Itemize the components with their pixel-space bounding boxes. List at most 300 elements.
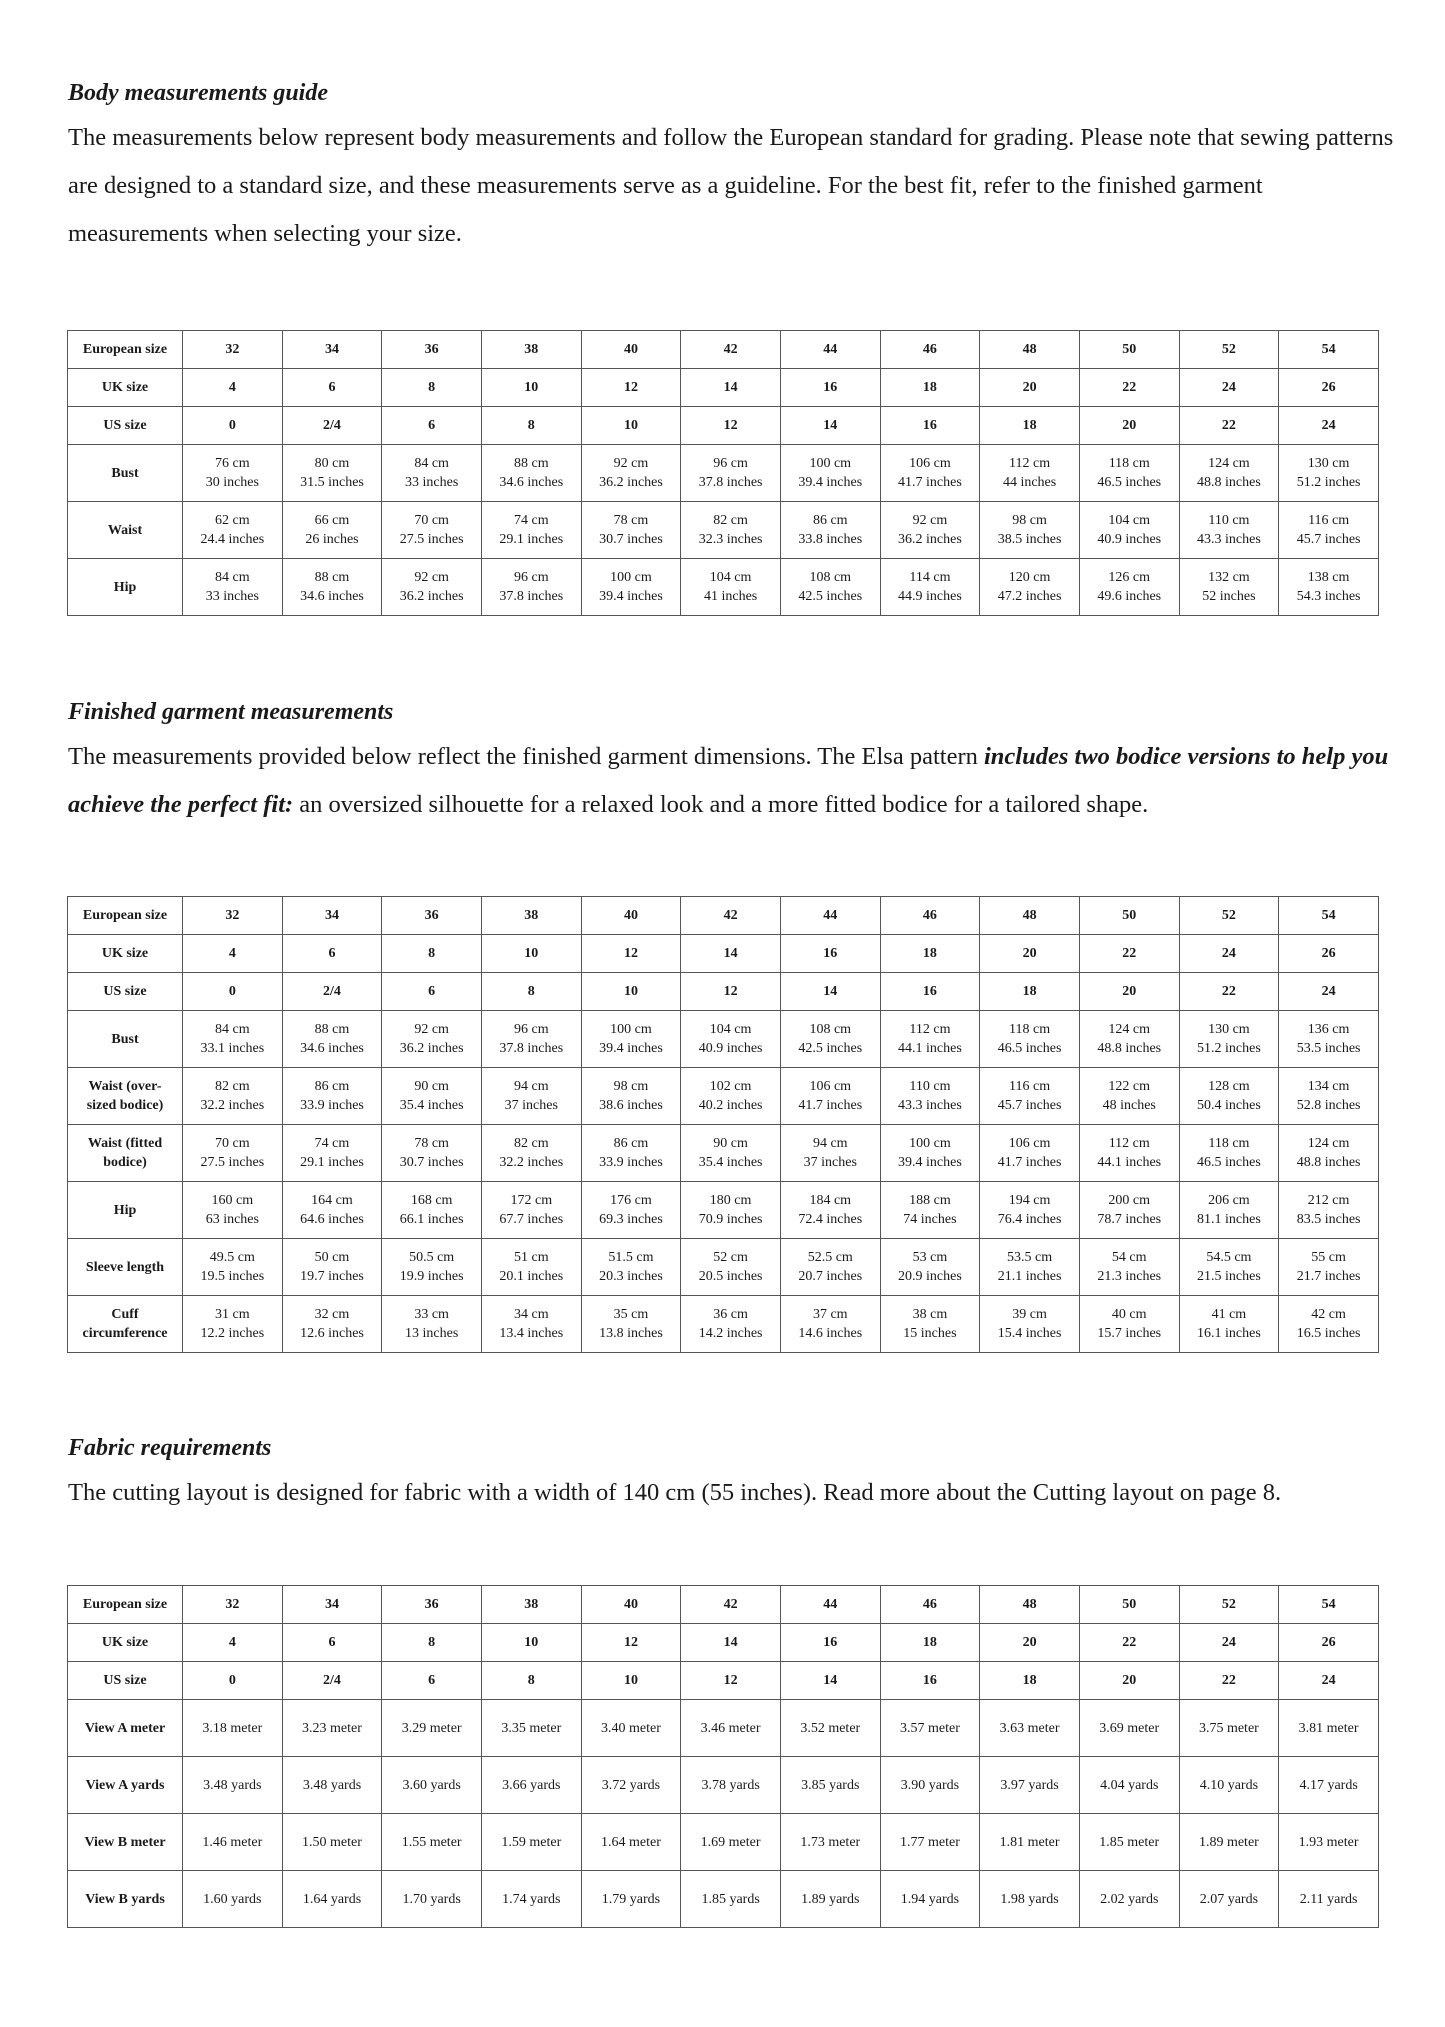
row-header-line: sized bodice) [86,1098,164,1113]
value-inches: 44.1 inches [898,1041,962,1056]
measurement-cell [481,1182,581,1239]
size-cell: 2/4 [282,1662,382,1700]
value-cm: 102 cm [709,1079,752,1094]
measurement-cell: 1.55 meter [382,1814,482,1871]
value-cm: 118 cm [1108,456,1150,471]
paragraph-text: an oversized silhouette for a relaxed look and a more fitted bodice for a tailored shape. [293,791,1149,818]
value-inches: 53.5 inches [1296,1041,1361,1056]
value-inches: 21.5 inches [1197,1269,1261,1284]
measurement-cell: 1.73 meter [780,1814,880,1871]
value-inches: 48.8 inches [1296,1155,1361,1170]
value-cm: 130 cm [1208,1022,1250,1037]
row-header: European size [68,1586,183,1624]
size-cell: 20 [980,935,1080,973]
value-inches: 27.5 inches [399,532,464,547]
size-cell: 18 [980,973,1080,1011]
value-inches: 39.4 inches [898,1155,962,1170]
measurement-cell: 1.59 meter [481,1814,581,1871]
measurement-cell: 1.94 yards [880,1871,980,1928]
measurement-cell [183,1182,283,1239]
size-cell: 4 [183,1624,283,1662]
value-cm: 168 cm [410,1193,453,1208]
size-cell: 12 [681,1662,781,1700]
value-cm: 51 cm [513,1250,549,1265]
value-cm: 176 cm [610,1193,652,1208]
value-inches: 14.6 inches [798,1326,863,1341]
value-inches: 36.2 inches [898,532,962,547]
value-cm: 92 cm [414,570,449,585]
measurement-cell [1179,1011,1279,1068]
section-heading: Body measurements guide [68,80,329,106]
measurement-cell [681,445,781,502]
row-header: UK size [68,369,183,407]
value-cm: 188 cm [909,1193,951,1208]
size-cell: 52 [1179,897,1279,935]
measurement-cell: 3.46 meter [681,1700,781,1757]
size-cell: 8 [481,407,581,445]
value-inches: 81.1 inches [1197,1212,1261,1227]
value-inches: 45.7 inches [1296,532,1361,547]
size-cell: 14 [681,369,781,407]
size-header-row [68,935,1379,973]
size-cell: 48 [980,1586,1080,1624]
row-header-line: circumference [82,1326,168,1341]
measurement-cell [382,1182,482,1239]
measurement-cell [980,1068,1080,1125]
size-cell: 32 [183,897,283,935]
value-inches: 40.9 inches [698,1041,763,1056]
value-cm: 110 cm [909,1079,951,1094]
row-header: Bust [68,445,183,502]
value-cm: 39 cm [1012,1307,1047,1322]
value-cm: 108 cm [809,570,852,585]
body-measurements-table [67,330,1379,616]
size-cell: 40 [581,1586,681,1624]
measurement-cell: 1.89 meter [1179,1814,1279,1871]
size-cell: 18 [980,407,1080,445]
value-inches: 38.6 inches [599,1098,663,1113]
measurement-row [68,1068,1379,1125]
measurement-cell: 1.85 meter [1079,1814,1179,1871]
value-inches: 44.9 inches [898,589,962,604]
measurement-cell: 1.98 yards [980,1871,1080,1928]
measurement-cell [780,559,880,616]
size-cell: 2/4 [282,973,382,1011]
value-inches: 19.5 inches [200,1269,265,1284]
value-inches: 46.5 inches [1097,475,1162,490]
value-cm: 194 cm [1008,1193,1051,1208]
value-inches: 29.1 inches [300,1155,364,1170]
size-cell: 24 [1279,1662,1379,1700]
measurement-cell: 3.23 meter [282,1700,382,1757]
row-header [68,1182,183,1239]
row-header-line: Bust [111,1031,139,1047]
value-cm: 76 cm [215,456,250,471]
value-inches: 44 inches [1002,475,1057,490]
value-inches: 46.5 inches [1197,1155,1261,1170]
value-cm: 118 cm [1009,1022,1051,1037]
measurement-cell [382,1068,482,1125]
value-cm: 84 cm [414,456,449,471]
value-inches: 43.3 inches [898,1098,962,1113]
value-inches: 52 inches [1202,589,1256,604]
measurement-cell [980,559,1080,616]
measurement-cell [282,1239,382,1296]
size-cell: 22 [1079,369,1179,407]
value-inches: 45.7 inches [997,1098,1062,1113]
value-inches: 42.5 inches [798,589,863,604]
value-inches: 20.3 inches [599,1269,663,1284]
measurement-cell: 3.52 meter [780,1700,880,1757]
size-cell: 34 [282,897,382,935]
size-cell: 46 [880,1586,980,1624]
size-cell: 54 [1279,897,1379,935]
value-inches: 15 inches [903,1326,957,1341]
size-cell: 12 [581,935,681,973]
measurement-cell [282,1068,382,1125]
row-header: US size [68,973,183,1011]
measurement-cell [780,1125,880,1182]
value-inches: 14.2 inches [698,1326,763,1341]
measurement-cell [1079,559,1179,616]
size-cell: 42 [681,1586,781,1624]
value-cm: 53.5 cm [1007,1250,1053,1265]
size-cell: 22 [1079,1624,1179,1662]
size-cell: 22 [1179,973,1279,1011]
value-cm: 82 cm [713,513,748,528]
value-cm: 96 cm [713,456,748,471]
measurement-cell: 1.64 yards [282,1871,382,1928]
measurement-cell: 3.97 yards [980,1757,1080,1814]
measurement-cell [1079,1239,1179,1296]
value-inches: 41.7 inches [997,1155,1062,1170]
value-cm: 74 cm [314,1136,350,1151]
row-header-line: Hip [113,1202,137,1218]
value-cm: 124 cm [1108,1022,1151,1037]
value-cm: 94 cm [812,1136,848,1151]
value-cm: 88 cm [314,570,350,585]
value-inches: 44.1 inches [1097,1155,1162,1170]
value-inches: 36.2 inches [399,1041,464,1056]
value-inches: 43.3 inches [1197,532,1261,547]
size-cell: 38 [481,897,581,935]
value-inches: 15.4 inches [997,1326,1062,1341]
size-cell: 46 [880,331,980,369]
value-inches: 66.1 inches [399,1212,464,1227]
measurement-cell [980,1125,1080,1182]
measurement-cell [1079,445,1179,502]
section-paragraph: The measurements below represent body measurements and follow the European standard for grading. Please note that sewing patterns are designed to a standard size, and these measurements serve as a guideline. For the best fit, refer to the finished garment measurements when selecting your size. [68,124,1394,247]
value-inches: 16.5 inches [1296,1326,1361,1341]
value-cm: 100 cm [909,1136,951,1151]
size-cell: 24 [1279,973,1379,1011]
value-inches: 35.4 inches [399,1098,464,1113]
size-cell: 14 [780,973,880,1011]
value-inches: 13.4 inches [499,1326,564,1341]
size-cell: 14 [681,1624,781,1662]
value-cm: 84 cm [215,1022,250,1037]
size-cell: 8 [481,1662,581,1700]
value-cm: 90 cm [713,1136,748,1151]
row-header: View A yards [68,1757,183,1814]
measurement-cell [880,502,980,559]
value-cm: 104 cm [709,1022,752,1037]
size-cell: 8 [382,1624,482,1662]
size-cell: 26 [1279,1624,1379,1662]
measurement-cell: 1.50 meter [282,1814,382,1871]
measurement-row [68,502,1379,559]
measurement-cell [581,1296,681,1353]
value-inches: 42.5 inches [798,1041,863,1056]
value-inches: 78.7 inches [1097,1212,1162,1227]
value-cm: 118 cm [1208,1136,1250,1151]
size-cell: 6 [282,1624,382,1662]
value-inches: 32.3 inches [698,532,763,547]
size-cell: 22 [1179,407,1279,445]
size-cell: 10 [481,369,581,407]
size-cell: 12 [581,369,681,407]
size-cell: 20 [1079,1662,1179,1700]
value-inches: 37.8 inches [499,589,564,604]
value-inches: 39.4 inches [599,589,663,604]
measurement-cell [481,559,581,616]
measurement-cell [481,445,581,502]
measurement-cell: 3.57 meter [880,1700,980,1757]
section-paragraph [68,733,1398,829]
row-header [68,1296,183,1353]
row-header: Waist [68,502,183,559]
value-inches: 33.1 inches [200,1041,265,1056]
measurement-cell [780,1239,880,1296]
size-cell: 52 [1179,331,1279,369]
measurement-cell: 2.02 yards [1079,1871,1179,1928]
measurement-cell [880,1296,980,1353]
size-cell: 6 [382,973,482,1011]
value-cm: 52 cm [713,1250,748,1265]
row-header [68,1239,183,1296]
measurement-cell [1279,445,1379,502]
row-header [68,1011,183,1068]
measurement-cell [581,1011,681,1068]
section-paragraph: The cutting layout is designed for fabric with a width of 140 cm (55 inches). Read more about the Cutting layout on page 8. [68,1479,1282,1506]
row-header-line: Cuff [111,1307,139,1322]
size-cell: 50 [1079,331,1179,369]
measurement-cell: 1.60 yards [183,1871,283,1928]
size-header-row [68,331,1379,369]
value-cm: 49.5 cm [209,1250,255,1265]
size-cell: 38 [481,1586,581,1624]
value-cm: 78 cm [613,513,649,528]
value-inches: 30.7 inches [399,1155,464,1170]
size-cell: 44 [780,1586,880,1624]
measurement-cell: 2.07 yards [1179,1871,1279,1928]
measurement-row [68,559,1379,616]
size-cell: 36 [382,331,482,369]
value-inches: 12.6 inches [300,1326,364,1341]
measurement-cell [581,502,681,559]
size-cell: 6 [382,1662,482,1700]
measurement-cell [183,1239,283,1296]
size-cell: 42 [681,897,781,935]
row-header: UK size [68,1624,183,1662]
value-cm: 164 cm [311,1193,353,1208]
measurement-cell: 1.79 yards [581,1871,681,1928]
value-cm: 50.5 cm [409,1250,455,1265]
measurement-row [68,1757,1379,1814]
measurement-cell [681,502,781,559]
value-cm: 104 cm [1108,513,1151,528]
value-cm: 88 cm [314,1022,350,1037]
value-inches: 33.8 inches [798,532,863,547]
value-cm: 100 cm [610,570,652,585]
value-cm: 130 cm [1307,456,1350,471]
measurement-cell: 3.81 meter [1279,1700,1379,1757]
measurement-cell [880,1182,980,1239]
value-cm: 84 cm [215,570,250,585]
measurement-cell: 3.18 meter [183,1700,283,1757]
measurement-cell: 3.35 meter [481,1700,581,1757]
measurement-cell [183,445,283,502]
measurement-cell [1079,1011,1179,1068]
measurement-cell: 1.89 yards [780,1871,880,1928]
value-inches: 52.8 inches [1296,1098,1361,1113]
value-inches: 24.4 inches [200,532,265,547]
value-inches: 31.5 inches [300,475,364,490]
value-inches: 27.5 inches [200,1155,265,1170]
row-header-line: Waist (over- [88,1079,162,1094]
paragraph-text: The measurements provided below reflect the finished garment dimensions. The Elsa pattern [68,743,984,770]
measurement-cell: 4.17 yards [1279,1757,1379,1814]
value-cm: 104 cm [709,570,752,585]
measurement-cell [581,1125,681,1182]
measurement-cell [581,1239,681,1296]
size-cell: 16 [780,369,880,407]
value-inches: 39.4 inches [798,475,863,490]
size-cell: 26 [1279,369,1379,407]
value-cm: 138 cm [1307,570,1350,585]
row-header: US size [68,1662,183,1700]
measurement-cell [282,1125,382,1182]
row-header [68,1125,183,1182]
measurement-cell [1079,1182,1179,1239]
size-cell: 14 [681,935,781,973]
measurement-cell [481,502,581,559]
measurement-cell: 1.64 meter [581,1814,681,1871]
size-cell: 8 [382,935,482,973]
size-cell: 20 [1079,407,1179,445]
measurement-cell [780,1296,880,1353]
size-cell: 46 [880,897,980,935]
measurement-cell [1079,502,1179,559]
size-cell: 40 [581,897,681,935]
size-cell: 52 [1179,1586,1279,1624]
measurement-cell [183,1296,283,1353]
value-inches: 37 inches [504,1098,558,1113]
measurement-row [68,1182,1379,1239]
measurement-cell [1179,502,1279,559]
value-inches: 32.2 inches [200,1098,265,1113]
measurement-cell [382,1011,482,1068]
measurement-cell [282,1182,382,1239]
value-cm: 78 cm [414,1136,449,1151]
size-header-row [68,369,1379,407]
size-cell: 20 [1079,973,1179,1011]
value-inches: 50.4 inches [1197,1098,1261,1113]
measurement-cell [382,445,482,502]
size-cell: 26 [1279,935,1379,973]
measurement-cell [681,1068,781,1125]
value-cm: 114 cm [909,570,951,585]
size-cell: 48 [980,897,1080,935]
value-inches: 41.7 inches [798,1098,863,1113]
size-cell: 16 [880,407,980,445]
value-cm: 37 cm [812,1307,848,1322]
body-measurements-section [68,78,1394,258]
measurement-cell [681,1296,781,1353]
measurement-cell: 3.75 meter [1179,1700,1279,1757]
size-cell: 16 [880,973,980,1011]
value-cm: 34 cm [513,1307,549,1322]
size-cell: 34 [282,331,382,369]
finished-garment-table [67,896,1379,1353]
value-cm: 70 cm [414,513,449,528]
size-cell: 24 [1179,1624,1279,1662]
measurement-cell: 3.48 yards [282,1757,382,1814]
value-cm: 124 cm [1208,456,1250,471]
value-cm: 120 cm [1008,570,1051,585]
value-inches: 64.6 inches [300,1212,364,1227]
value-inches: 48 inches [1102,1098,1156,1113]
size-cell: 0 [183,973,283,1011]
size-cell: 36 [382,1586,482,1624]
size-cell: 54 [1279,331,1379,369]
fabric-requirements-table [67,1585,1379,1928]
measurement-cell [382,1239,482,1296]
measurement-cell [382,559,482,616]
measurement-cell [1079,1296,1179,1353]
measurement-cell [282,559,382,616]
value-cm: 116 cm [1009,1079,1051,1094]
measurement-cell [980,1011,1080,1068]
size-cell: 18 [980,1662,1080,1700]
measurement-cell [581,1068,681,1125]
value-cm: 86 cm [613,1136,649,1151]
value-inches: 54.3 inches [1296,589,1361,604]
size-cell: 16 [880,1662,980,1700]
measurement-cell [1279,1239,1379,1296]
value-cm: 70 cm [215,1136,250,1151]
size-cell: 4 [183,935,283,973]
value-inches: 49.6 inches [1097,589,1162,604]
measurement-cell [581,559,681,616]
value-inches: 38.5 inches [997,532,1062,547]
value-inches: 51.2 inches [1296,475,1361,490]
measurement-cell [681,1182,781,1239]
row-header: View A meter [68,1700,183,1757]
value-cm: 106 cm [809,1079,852,1094]
value-inches: 21.3 inches [1097,1269,1162,1284]
value-inches: 34.6 inches [300,1041,364,1056]
measurement-cell [581,1182,681,1239]
measurement-row [68,1871,1379,1928]
value-cm: 40 cm [1111,1307,1147,1322]
value-cm: 108 cm [809,1022,852,1037]
value-inches: 21.7 inches [1296,1269,1361,1284]
value-cm: 54.5 cm [1206,1250,1252,1265]
value-inches: 51.2 inches [1197,1041,1261,1056]
value-cm: 126 cm [1108,570,1151,585]
value-inches: 36.2 inches [399,589,464,604]
